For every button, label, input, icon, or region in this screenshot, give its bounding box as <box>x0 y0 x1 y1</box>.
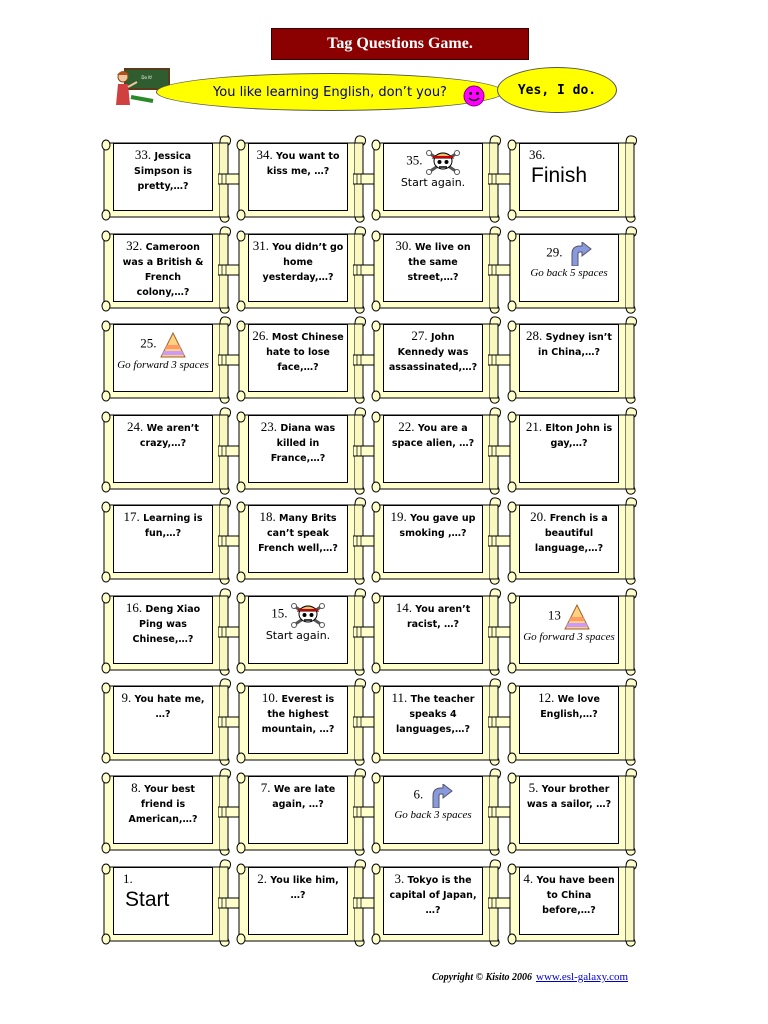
board-square <box>235 857 370 949</box>
square-number: 17. <box>123 509 140 524</box>
board-square <box>100 495 235 587</box>
square-question: The teacher speaks 4 languages,…? <box>396 694 475 735</box>
square-number: 24. <box>127 419 144 434</box>
square-question: You are a space alien, …? <box>391 423 475 449</box>
square-number: 14. <box>395 600 412 615</box>
board-square <box>100 224 235 316</box>
board-square <box>235 495 370 587</box>
square-question: Most Chinese hate to lose face,…? <box>266 332 344 373</box>
square-card <box>113 596 213 664</box>
board-square <box>235 133 370 225</box>
square-question: John Kennedy was assassinated,…? <box>388 332 478 373</box>
square-question: We love English,…? <box>540 694 600 720</box>
board-square <box>370 857 505 949</box>
back-arrow-icon <box>427 784 453 808</box>
square-number: 13 <box>547 607 561 623</box>
square-number: 28. <box>526 328 543 343</box>
board-square <box>235 314 370 406</box>
square-number: 26. <box>252 328 269 343</box>
board-square <box>100 766 235 858</box>
board-square <box>506 857 641 949</box>
square-number: 8. <box>131 780 141 795</box>
square-card <box>519 415 619 483</box>
svg-text:Do It!: Do It! <box>141 75 153 80</box>
square-number: 2. <box>257 871 267 886</box>
board-square <box>370 314 505 406</box>
square-card <box>113 776 213 844</box>
square-number: 18. <box>259 509 276 524</box>
square-instruction: Go back 3 spaces <box>394 809 472 821</box>
square-number: 10. <box>261 690 279 705</box>
square-number: 33. <box>134 147 152 162</box>
board-square <box>506 766 641 858</box>
board-square <box>506 133 641 225</box>
board-square <box>100 405 235 497</box>
square-instruction: Start again. <box>265 629 331 642</box>
square-number: 35. <box>406 152 423 168</box>
square-card <box>519 776 619 844</box>
square-card <box>383 867 483 935</box>
square-card <box>519 686 619 754</box>
square-number: 12. <box>538 690 555 705</box>
square-card <box>519 324 619 392</box>
website-link[interactable]: www.esl-galaxy.com <box>536 971 629 983</box>
pyramid-forward-icon <box>564 604 590 630</box>
square-card <box>113 324 213 392</box>
square-card <box>248 505 348 573</box>
square-question: We aren’t crazy,…? <box>139 423 199 449</box>
square-instruction: Go back 5 spaces <box>530 267 608 279</box>
board-square <box>100 676 235 768</box>
square-question: Many Brits can’t speak French well,…? <box>258 513 338 554</box>
square-number: 23. <box>260 419 278 434</box>
square-number: 20. <box>530 509 547 524</box>
square-card <box>113 234 213 302</box>
square-number: 7. <box>260 780 271 795</box>
square-card <box>383 686 483 754</box>
square-label: Finish <box>531 164 588 187</box>
square-question: French is a beautiful language,…? <box>534 513 608 554</box>
board-square <box>506 224 641 316</box>
board-square <box>370 495 505 587</box>
square-question: Elton John is gay,…? <box>545 423 613 449</box>
square-card <box>519 143 619 211</box>
skull-crossbones-icon <box>426 149 460 175</box>
square-card <box>248 324 348 392</box>
square-question: You hate me, …? <box>134 694 205 720</box>
square-card <box>519 867 619 935</box>
square-card <box>383 143 483 211</box>
board-square <box>506 676 641 768</box>
square-question: Jessica Simpson is pretty,…? <box>134 151 192 192</box>
square-label: Start <box>125 888 170 911</box>
square-number: 16. <box>125 600 143 615</box>
square-number: 21. <box>525 419 543 434</box>
square-question: Learning is fun,…? <box>143 513 203 539</box>
board-square <box>370 676 505 768</box>
square-card <box>113 505 213 573</box>
square-number: 9. <box>121 690 132 705</box>
square-number: 36. <box>529 147 546 162</box>
square-question: Everest is the highest mountain, …? <box>261 694 335 735</box>
square-card <box>113 867 213 935</box>
square-card <box>519 234 619 302</box>
board-square <box>100 586 235 678</box>
square-card <box>248 686 348 754</box>
square-question: You gave up smoking ,…? <box>399 513 476 539</box>
square-question: You want to kiss me, …? <box>266 151 340 177</box>
copyright-notice <box>432 971 628 983</box>
square-number: 15. <box>271 605 288 621</box>
board-square <box>506 586 641 678</box>
answer-speech-bubble: Yes, I do. <box>497 67 617 113</box>
board-square <box>370 405 505 497</box>
pyramid-forward-icon <box>160 332 186 358</box>
square-question: You didn’t go home yesterday,…? <box>262 242 344 283</box>
square-instruction: Go forward 3 spaces <box>117 359 209 371</box>
square-instruction: Go forward 3 spaces <box>523 631 615 643</box>
square-question: Your best friend is American,…? <box>128 784 198 825</box>
square-card <box>248 234 348 302</box>
square-card <box>248 867 348 935</box>
copyright-text: Copyright © Kisito 2006 <box>432 972 532 983</box>
back-arrow-icon <box>566 242 592 266</box>
board-square <box>235 586 370 678</box>
square-question: Sydney isn’t in China,…? <box>537 332 612 358</box>
square-card <box>383 324 483 392</box>
square-card <box>383 505 483 573</box>
square-number: 34. <box>256 147 273 162</box>
square-number: 6. <box>413 786 424 802</box>
square-number: 27. <box>411 328 428 343</box>
board-square <box>506 314 641 406</box>
square-question: Tokyo is the capital of Japan, …? <box>389 875 477 916</box>
square-card <box>248 596 348 664</box>
square-number: 29. <box>546 244 563 260</box>
square-card <box>248 143 348 211</box>
square-question: Cameroon was a British & French colony,…? <box>122 242 204 298</box>
board-square <box>370 224 505 316</box>
smiley-face-icon <box>463 85 485 107</box>
square-number: 30. <box>395 238 412 253</box>
square-number: 1. <box>123 871 133 886</box>
square-question: You like him, …? <box>270 875 339 901</box>
square-question: You aren’t racist, …? <box>406 604 471 630</box>
square-number: 11. <box>391 690 408 705</box>
square-card <box>113 415 213 483</box>
square-card <box>383 596 483 664</box>
square-number: 19. <box>390 509 407 524</box>
page-title: Tag Questions Game. <box>271 28 529 60</box>
board-square <box>235 224 370 316</box>
board-square <box>506 405 641 497</box>
square-number: 5. <box>528 780 539 795</box>
square-question: You have been to China before,…? <box>536 875 615 916</box>
board-square <box>370 586 505 678</box>
square-number: 25. <box>140 335 157 351</box>
board-square <box>235 405 370 497</box>
square-card <box>383 415 483 483</box>
square-number: 32. <box>126 238 143 253</box>
square-number: 22. <box>398 419 415 434</box>
square-instruction: Start again. <box>400 176 466 189</box>
square-question: Diana was killed in France,…? <box>270 423 336 464</box>
square-number: 3. <box>394 871 405 886</box>
square-card <box>519 505 619 573</box>
board-square <box>100 314 235 406</box>
board-square <box>506 495 641 587</box>
square-card <box>519 596 619 664</box>
board-square <box>100 857 235 949</box>
question-speech-bubble: You like learning English, don’t you? <box>156 73 504 111</box>
square-question: We are late again, …? <box>272 784 336 810</box>
square-card <box>248 776 348 844</box>
board-square <box>235 676 370 768</box>
square-card <box>383 234 483 302</box>
square-card <box>113 143 213 211</box>
square-question: Your brother was a sailor, …? <box>526 784 612 810</box>
board-square <box>370 133 505 225</box>
square-number: 4. <box>523 871 534 886</box>
square-question: Deng Xiao Ping was Chinese,…? <box>132 604 201 645</box>
square-card <box>383 776 483 844</box>
square-number: 31. <box>252 238 269 253</box>
square-card <box>248 415 348 483</box>
square-card <box>113 686 213 754</box>
board-square <box>100 133 235 225</box>
board-square <box>235 766 370 858</box>
square-question: We live on the same street,…? <box>407 242 471 283</box>
board-square <box>370 766 505 858</box>
skull-crossbones-icon <box>291 602 325 628</box>
